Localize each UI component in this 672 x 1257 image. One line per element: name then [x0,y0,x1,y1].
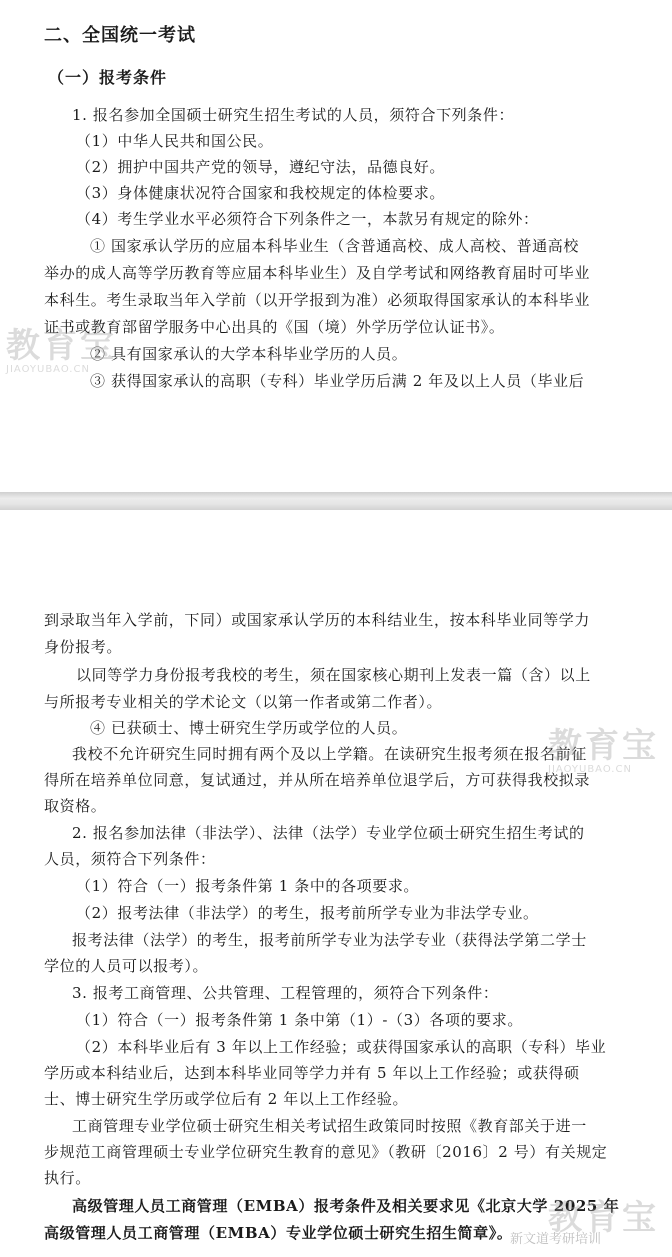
paragraph-line: 步规范工商管理硕士专业学位研究生教育的意见》（教研〔2016〕2 号）有关规定 [44,1143,608,1161]
paragraph-line: 到录取当年入学前，下同）或国家承认学历的本科结业生，按本科毕业同等学力 [44,611,591,629]
emphasis-line: 高级管理人员工商管理（EMBA）报考条件及相关要求见《北京大学 2025 年 [72,1197,620,1215]
paragraph-line: （2）报考法律（非法学）的考生，报考前所学专业为非法学专业。 [76,904,539,922]
document-page-2 [0,510,672,1257]
paragraph-line: 3. 报考工商管理、公共管理、工程管理的，须符合下列条件： [72,984,499,1002]
paragraph-line: ② 具有国家承认的大学本科毕业学历的人员。 [90,345,408,363]
watermark-logo: 教育宝 [548,1198,659,1238]
paragraph-line: 得所在培养单位同意，复试通过，并从所在培养单位退学后，方可获得我校拟录 [44,771,591,789]
paragraph-line: 2. 报名参加法律（非法学）、法律（法学）专业学位硕士研究生招生考试的 [72,824,585,842]
paragraph-line: 1. 报名参加全国硕士研究生招生考试的人员，须符合下列条件： [72,106,515,124]
subsection-heading: （一）报考条件 [48,68,168,87]
paragraph-line: ③ 获得国家承认的高职（专科）毕业学历后满 2 年及以上人员（毕业后 [90,372,585,390]
paragraph-line: （2）拥护中国共产党的领导，遵纪守法，品德良好。 [76,158,445,176]
paragraph-line: 本科生。考生录取当年入学前（以开学报到为准）必须取得国家承认的本科毕业 [44,291,591,309]
paragraph-line: 以同等学力身份报考我校的考生，须在国家核心期刊上发表一篇（含）以上 [76,666,591,684]
paragraph-line: ④ 已获硕士、博士研究生学历或学位的人员。 [90,719,408,737]
paragraph-line: 人员，须符合下列条件： [44,850,216,868]
paragraph-line: 证书或教育部留学服务中心出具的《国（境）外学历学位认证书》。 [44,318,505,336]
section-heading: 二、全国统一考试 [44,25,196,46]
watermark-logo: 教育宝 JIAOYUBAO.CN [6,326,117,375]
paragraph-line: 取资格。 [44,797,107,815]
watermark-logo: 教育宝 JIAOYUBAO.CN [548,726,659,775]
paragraph-line: 执行。 [44,1169,91,1187]
emphasis-line: 高级管理人员工商管理（EMBA）专业学位硕士研究生招生简章》。 [44,1224,513,1242]
paragraph-line: 与所报考专业相关的学术论文（以第一作者或第二作者）。 [44,693,443,711]
page-separator [0,492,672,510]
paragraph-line: 身份报考。 [44,638,123,656]
paragraph-line: 工商管理专业学位硕士研究生相关考试招生政策同时按照《教育部关于进一 [72,1117,587,1135]
paragraph-line: 报考法律（法学）的考生，报考前所学专业为法学专业（获得法学第二学士 [72,931,587,949]
paragraph-line: 士、博士研究生学历或学位后有 2 年以上工作经验。 [44,1090,409,1108]
paragraph-line: （1）符合（一）报考条件第 1 条中第（1）-（3）各项的要求。 [76,1011,523,1029]
paragraph-line: （4）考生学业水平必须符合下列条件之一，本款另有规定的除外： [76,210,539,228]
document-page-1 [0,0,672,492]
paragraph-line: （1）符合（一）报考条件第 1 条中的各项要求。 [76,877,420,895]
paragraph-line: 我校不允许研究生同时拥有两个及以上学籍。在读研究生报考须在报名前征 [72,745,587,763]
paragraph-line: 举办的成人高等学历教育等应届本科毕业生）及自学考试和网络教育届时可毕业 [44,264,591,282]
paragraph-line: （2）本科毕业后有 3 年以上工作经验；或获得国家承认的高职（专科）毕业 [76,1038,607,1056]
paragraph-line: 学历或本科结业后，达到本科毕业同等学力并有 5 年以上工作经验；或获得硕 [44,1064,580,1082]
paragraph-line: ① 国家承认学历的应届本科毕业生（含普通高校、成人高校、普通高校 [90,237,579,255]
watermark-caption: 新文道考研培训 [510,1232,602,1247]
paragraph-line: 学位的人员可以报考）。 [44,957,209,975]
paragraph-line: （1）中华人民共和国公民。 [76,132,274,150]
paragraph-line: （3）身体健康状况符合国家和我校规定的体检要求。 [76,184,445,202]
